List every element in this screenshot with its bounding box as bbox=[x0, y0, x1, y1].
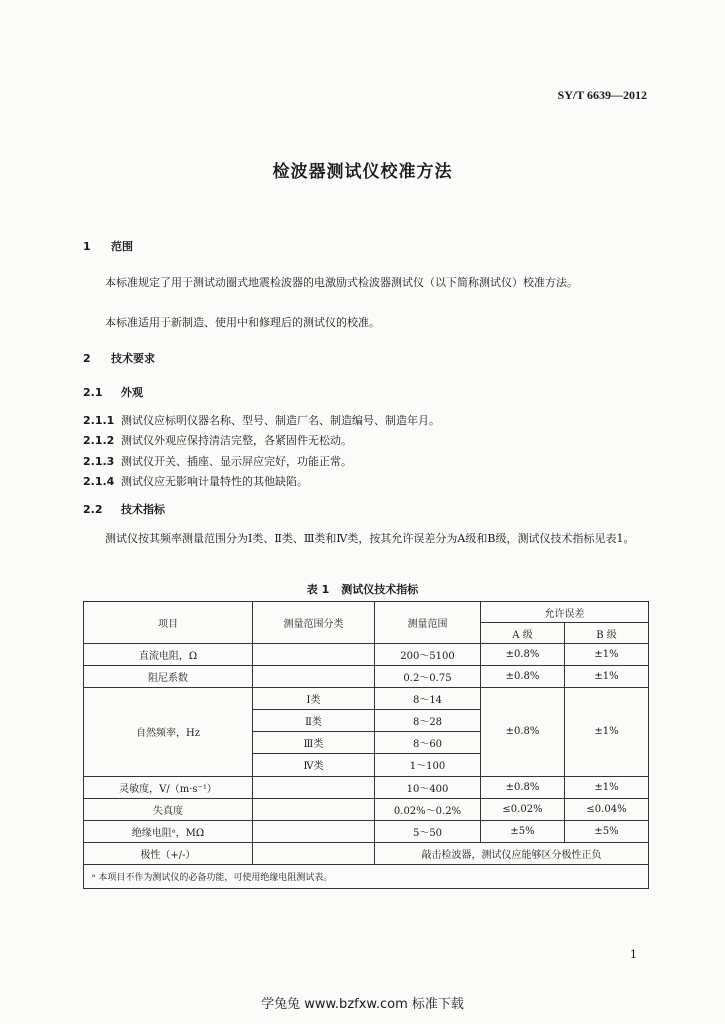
table-row bbox=[84, 644, 649, 666]
item-2-1-3 bbox=[83, 453, 352, 469]
item-number: 2.1.4 bbox=[83, 475, 115, 488]
row-category bbox=[253, 644, 375, 666]
table-row bbox=[84, 666, 649, 688]
section-title: 技术要求 bbox=[111, 352, 155, 365]
row-grade-a: ±0.8% bbox=[481, 776, 565, 798]
item-text: 测试仪应无影响计量特性的其他缺陷。 bbox=[121, 475, 308, 488]
section-number: 2.1 bbox=[83, 386, 103, 399]
row-grade-b: ±1% bbox=[565, 644, 649, 666]
page-number: 1 bbox=[630, 948, 637, 961]
header-tolerance: 允许误差 bbox=[481, 602, 649, 623]
row-item: 直流电阻，Ω bbox=[84, 644, 253, 666]
item-text: 测试仪应标明仪器名称、型号、制造厂名、制造编号、制造年月。 bbox=[121, 414, 440, 427]
row-category bbox=[253, 776, 375, 798]
table-note-row bbox=[84, 864, 649, 888]
row-grade-a: ±5% bbox=[481, 820, 565, 842]
row-category bbox=[253, 842, 375, 864]
row-range: 10～400 bbox=[375, 776, 481, 798]
row-category bbox=[253, 666, 375, 688]
header-grade-a: A 级 bbox=[481, 623, 565, 644]
row-grade-b: ±1% bbox=[565, 666, 649, 688]
table-caption bbox=[0, 581, 725, 597]
header-item: 项目 bbox=[84, 602, 253, 644]
watermark-text: 学兔兔 www.bzfxw.com 标准下载 bbox=[261, 997, 464, 1012]
table-row bbox=[84, 820, 649, 842]
table-footnote: ᵃ 本项目不作为测试仪的必备功能，可使用绝缘电阻测试表。 bbox=[84, 864, 649, 888]
row-category bbox=[253, 798, 375, 820]
row-range: 0.02%～0.2% bbox=[375, 798, 481, 820]
row-grade-a: ±0.8% bbox=[481, 644, 565, 666]
row-range: 1～100 bbox=[375, 754, 481, 776]
item-number: 2.1.1 bbox=[83, 414, 115, 427]
row-item: 灵敏度，V/（m·s⁻¹） bbox=[84, 776, 253, 798]
row-category: Ⅲ类 bbox=[253, 732, 375, 754]
row-merged-requirement: 敲击检波器，测试仪应能够区分极性正负 bbox=[375, 842, 649, 864]
item-2-1-2 bbox=[83, 432, 352, 448]
row-item: 失真度 bbox=[84, 798, 253, 820]
table-row bbox=[84, 776, 649, 798]
row-grade-b: ±1% bbox=[565, 688, 649, 776]
section-title: 外观 bbox=[121, 386, 143, 399]
section-2-1-heading bbox=[83, 384, 143, 400]
row-item: 极性（+/-） bbox=[84, 842, 253, 864]
row-grade-b: ≤0.04% bbox=[565, 798, 649, 820]
row-range: 8～60 bbox=[375, 732, 481, 754]
row-range: 5～50 bbox=[375, 820, 481, 842]
row-range: 200～5100 bbox=[375, 644, 481, 666]
spec-table bbox=[83, 601, 649, 889]
row-grade-b: ±1% bbox=[565, 776, 649, 798]
document-title: 检波器测试仪校准方法 bbox=[272, 162, 453, 182]
row-grade-a: ≤0.02% bbox=[481, 798, 565, 820]
table-header-row bbox=[84, 602, 649, 623]
section-title: 范围 bbox=[111, 240, 133, 253]
header-category: 测量范围分类 bbox=[253, 602, 375, 644]
row-category: Ⅱ类 bbox=[253, 710, 375, 732]
section-1-heading bbox=[83, 238, 133, 254]
table-row bbox=[84, 842, 649, 864]
row-grade-a: ±0.8% bbox=[481, 666, 565, 688]
scope-paragraph-2: 本标准适用于新制造、使用中和修理后的测试仪的校准。 bbox=[105, 316, 380, 329]
item-text: 测试仪开关、插座、显示屏应完好，功能正常。 bbox=[121, 455, 352, 468]
scope-paragraph-1: 本标准规定了用于测试动圈式地震检波器的电激励式检波器测试仪（以下简称测试仪）校准方法。 bbox=[105, 276, 578, 289]
section-number: 2.2 bbox=[83, 503, 103, 516]
item-number: 2.1.2 bbox=[83, 434, 115, 447]
section-title: 技术指标 bbox=[121, 503, 165, 516]
table-row bbox=[84, 688, 649, 710]
row-grade-a: ±0.8% bbox=[481, 688, 565, 776]
section-number: 1 bbox=[83, 240, 91, 253]
table-number: 表 1 bbox=[306, 583, 330, 596]
row-category bbox=[253, 820, 375, 842]
section-2-2-heading bbox=[83, 501, 165, 517]
section-2-heading bbox=[83, 350, 155, 366]
row-category: Ⅰ类 bbox=[253, 688, 375, 710]
item-2-1-1 bbox=[83, 412, 440, 428]
header-grade-b: B 级 bbox=[565, 623, 649, 644]
row-item: 阻尼系数 bbox=[84, 666, 253, 688]
item-number: 2.1.3 bbox=[83, 455, 115, 468]
standard-code: SY/T 6639—2012 bbox=[557, 88, 647, 102]
item-2-1-4 bbox=[83, 473, 308, 489]
table-row bbox=[84, 798, 649, 820]
row-range: 8～14 bbox=[375, 688, 481, 710]
table-title: 测试仪技术指标 bbox=[341, 583, 419, 596]
row-range: 8～28 bbox=[375, 710, 481, 732]
item-text: 测试仪外观应保持清洁完整，各紧固件无松动。 bbox=[121, 434, 352, 447]
row-range: 0.2～0.75 bbox=[375, 666, 481, 688]
row-item: 绝缘电阻ᵃ，MΩ bbox=[84, 820, 253, 842]
section-number: 2 bbox=[83, 352, 91, 365]
tech-spec-paragraph: 测试仪按其频率测量范围分为Ⅰ类、Ⅱ类、Ⅲ类和Ⅳ类，按其允许误差分为A级和B级，测试仪技术指标见表1。 bbox=[105, 532, 635, 545]
row-item: 自然频率，Hz bbox=[84, 688, 253, 776]
row-category: Ⅳ类 bbox=[253, 754, 375, 776]
row-grade-b: ±5% bbox=[565, 820, 649, 842]
header-range: 测量范围 bbox=[375, 602, 481, 644]
